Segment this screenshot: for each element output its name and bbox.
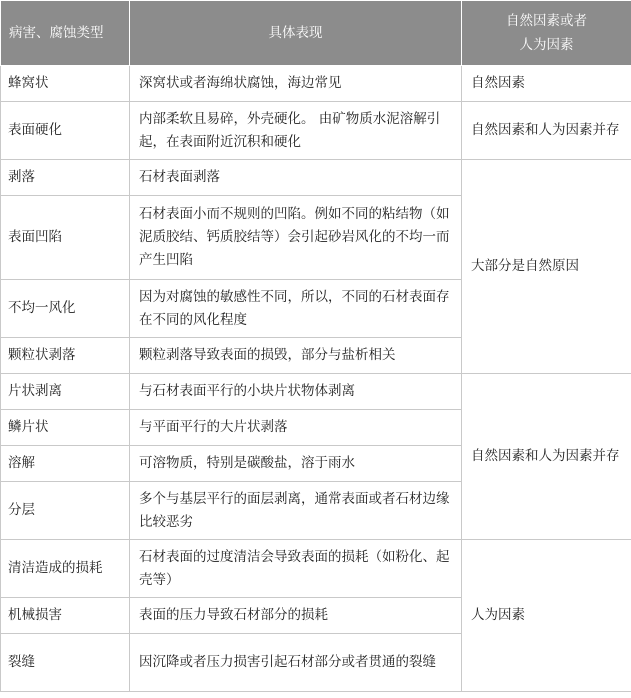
cause-cell: 人为因素 [462,540,631,692]
damage-type: 机械损害 [1,598,130,634]
cause-cell: 自然因素 [462,66,631,102]
header-cause-line2: 人为因素 [519,37,574,53]
damage-type: 鳞片状 [1,410,130,446]
header-cause-line1: 自然因素或者 [506,13,587,29]
damage-type: 不均一风化 [1,280,130,338]
damage-type: 片状剥离 [1,374,130,410]
damage-description: 表面的压力导致石材部分的损耗 [130,598,462,634]
header-description: 具体表现 [130,1,462,66]
damage-description: 可溶物质，特别是碳酸盐，溶于雨水 [130,446,462,482]
damage-description: 因沉降或者压力损害引起石材部分或者贯通的裂缝 [130,634,462,692]
damage-type: 清洁造成的损耗 [1,540,130,598]
damage-description: 与石材表面平行的小块片状物体剥离 [130,374,462,410]
damage-description: 因为对腐蚀的敏感性不同，所以，不同的石材表面存在不同的风化程度 [130,280,462,338]
damage-description: 石材表面小而不规则的凹陷。例如不同的粘结物（如泥质胶结、钙质胶结等）会引起砂岩风化的不均一而产生凹陷 [130,196,462,280]
damage-description: 内部柔软且易碎，外壳硬化。 由矿物质水泥溶解引起，在表面附近沉积和硬化 [130,102,462,160]
header-cause [462,1,631,66]
cause-cell: 大部分是自然原因 [462,160,631,374]
table-row [1,102,631,160]
damage-description: 与平面平行的大片状剥落 [130,410,462,446]
damage-type: 分层 [1,482,130,540]
damage-description: 石材表面的过度清洁会导致表面的损耗（如粉化、起壳等） [130,540,462,598]
damage-description: 石材表面剥落 [130,160,462,196]
header-row [1,1,631,66]
damage-type: 蜂窝状 [1,66,130,102]
cause-cell: 自然因素和人为因素并存 [462,102,631,160]
table-row [1,540,631,598]
damage-type: 表面硬化 [1,102,130,160]
table-row [1,374,631,410]
damage-type: 溶解 [1,446,130,482]
damage-description: 颗粒剥落导致表面的损毁，部分与盐析相关 [130,338,462,374]
damage-type: 颗粒状剥落 [1,338,130,374]
table-row [1,66,631,102]
damage-type: 表面凹陷 [1,196,130,280]
table-row [1,160,631,196]
damage-type: 剥落 [1,160,130,196]
damage-description: 多个与基层平行的面层剥离，通常表面或者石材边缘比较恶劣 [130,482,462,540]
damage-description: 深窝状或者海绵状腐蚀，海边常见 [130,66,462,102]
damage-type: 裂缝 [1,634,130,692]
cause-cell: 自然因素和人为因素并存 [462,374,631,540]
header-type: 病害、腐蚀类型 [1,1,130,66]
